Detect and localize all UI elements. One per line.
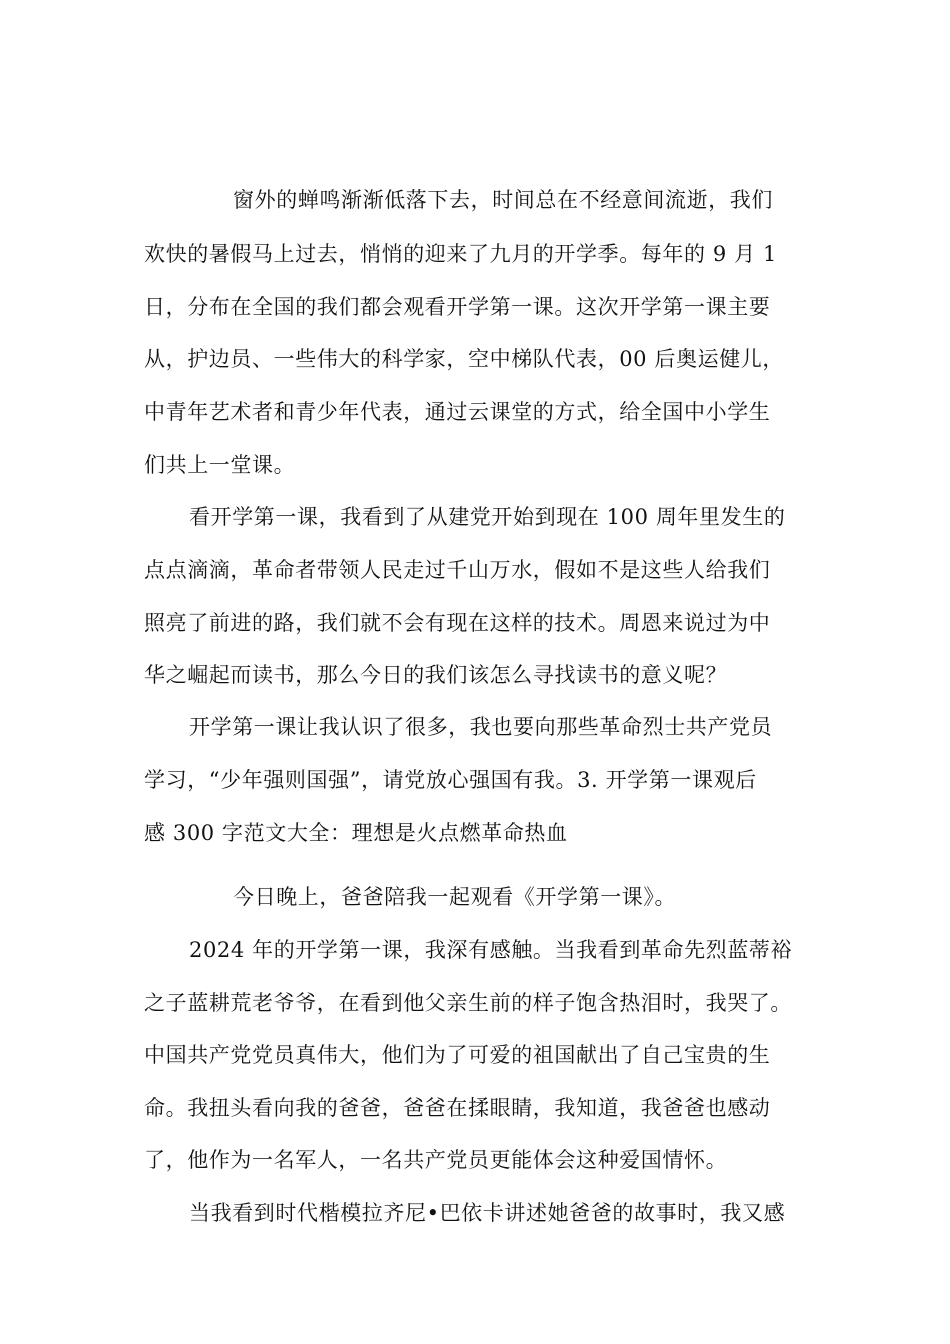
text-line: 中国共产党党员真伟大，他们为了可爱的祖国献出了自己宝贵的生 bbox=[144, 1043, 771, 1067]
text-line: 中青年艺术者和青少年代表，通过云课堂的方式，给全国中小学生 bbox=[144, 400, 771, 424]
text-line: 当我看到时代楷模拉齐尼•巴依卡讲述她爸爸的故事时，我又感 bbox=[189, 1201, 786, 1225]
text-line: 感 300 字范文大全：理想是火点燃革命热血 bbox=[144, 821, 568, 845]
text-line: 开学第一课让我认识了很多，我也要向那些革命烈士共产党员 bbox=[189, 715, 773, 739]
text-line: 点点滴滴，革命者带领人民走过千山万水，假如不是这些人给我们 bbox=[144, 558, 771, 582]
text-line: 华之崛起而读书，那么今日的我们该怎么寻找读书的意义呢？ bbox=[144, 663, 728, 687]
text-line: 从，护边员、一些伟大的科学家，空中梯队代表，00 后奥运健儿， bbox=[144, 347, 784, 371]
text-line: 看开学第一课，我看到了从建党开始到现在 100 周年里发生的 bbox=[189, 505, 786, 529]
text-line: 照亮了前进的路，我们就不会有现在这样的技术。周恩来说过为中 bbox=[144, 611, 771, 635]
text-line: 2024 年的开学第一课，我深有感触。当我看到革命先烈蓝蒂裕 bbox=[189, 938, 793, 962]
text-line: 今日晚上，爸爸陪我一起观看《开学第一课》。 bbox=[233, 885, 677, 909]
text-line: 日，分布在全国的我们都会观看开学第一课。这次开学第一课主要 bbox=[144, 295, 771, 319]
text-line: 欢快的暑假马上过去，悄悄的迎来了九月的开学季。每年的 9 月 1 bbox=[144, 242, 777, 266]
text-line: 之子蓝耕荒老爷爷，在看到他父亲生前的样子饱含热泪时，我哭了。 bbox=[144, 991, 792, 1015]
text-line: 了，他作为一名军人，一名共产党员更能体会这种爱国情怀。 bbox=[144, 1148, 728, 1172]
text-line: 学习，“少年强则国强”，请党放心强国有我。3. 开学第一课观后 bbox=[144, 768, 757, 792]
text-line: 命。我扭头看向我的爸爸，爸爸在揉眼睛，我知道，我爸爸也感动 bbox=[144, 1096, 771, 1120]
text-line: 们共上一堂课。 bbox=[144, 453, 296, 477]
text-line: 窗外的蝉鸣渐渐低落下去，时间总在不经意间流逝，我们 bbox=[233, 188, 773, 212]
